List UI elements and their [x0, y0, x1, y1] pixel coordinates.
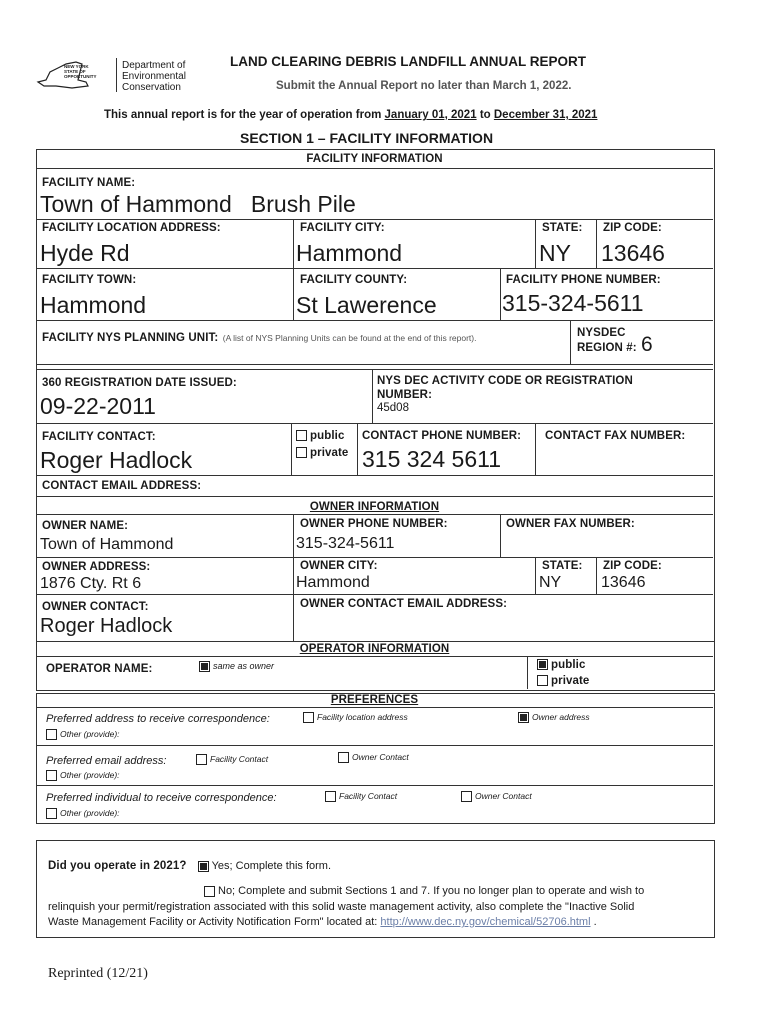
operator-band: OPERATOR INFORMATION [299, 643, 450, 655]
planning-unit-note: (A list of NYS Planning Units can be found at the end of this report). [222, 333, 477, 343]
reg-date-label: 360 REGISTRATION DATE ISSUED: [42, 377, 237, 389]
owner-address-value[interactable]: 1876 Cty. Rt 6 [40, 575, 142, 592]
pref-email-other-option[interactable]: Other (provide): [46, 770, 120, 781]
reg-date-value[interactable]: 09-22-2011 [40, 393, 156, 419]
pref-address-facility-option[interactable]: Facility location address [303, 712, 408, 723]
facility-location-label: FACILITY LOCATION ADDRESS: [42, 222, 221, 234]
pref-address-owner-option[interactable]: Owner address [518, 712, 590, 723]
pref-address-other-option[interactable]: Other (provide): [46, 729, 120, 740]
owner-city-value[interactable]: Hammond [296, 574, 370, 591]
pref-address-other-checkbox[interactable] [46, 729, 57, 740]
activity-code-label: NYS DEC ACTIVITY CODE OR REGISTRATION NUMBER: [377, 375, 633, 401]
facility-town-label: FACILITY TOWN: [42, 274, 137, 286]
pref-email-facility-checkbox[interactable] [196, 754, 207, 765]
planning-unit-label: FACILITY NYS PLANNING UNIT: [42, 332, 219, 344]
pref-individual-owner-checkbox[interactable] [461, 791, 472, 802]
operate-no-text-3-row: Waste Management Facility or Activity Notification Form" located at: http://www.dec.ny.gov/chemical/52706.html . [48, 916, 597, 928]
owner-state-value[interactable]: NY [539, 574, 562, 591]
facility-town-value[interactable]: Hammond [40, 292, 147, 318]
facility-contact-value[interactable]: Roger Hadlock [40, 447, 193, 473]
pref-email-other-checkbox[interactable] [46, 770, 57, 781]
facility-contact-label: FACILITY CONTACT: [42, 431, 156, 443]
owner-phone-label: OWNER PHONE NUMBER: [300, 518, 448, 530]
private-checkbox[interactable] [296, 447, 307, 458]
pref-email-owner-checkbox[interactable] [338, 752, 349, 763]
facility-location-value[interactable]: Hyde Rd [40, 240, 130, 266]
pref-individual-owner-option[interactable]: Owner Contact [461, 791, 532, 802]
facility-band: FACILITY INFORMATION [306, 153, 443, 165]
same-as-owner-checkbox[interactable] [199, 661, 210, 672]
operate-question: Did you operate in 2021? [48, 860, 187, 872]
preferences-band: PREFERENCES [330, 694, 419, 706]
operate-no-text-2: relinquish your permit/registration associated with this solid waste management activity, also complete the "Inactive Solid [48, 901, 635, 913]
pref-email-owner-option[interactable]: Owner Contact [338, 752, 409, 763]
facility-phone-label: FACILITY PHONE NUMBER: [506, 274, 661, 286]
owner-city-label: OWNER CITY: [300, 560, 378, 572]
region-label: NYSDEC REGION #: [577, 327, 637, 354]
owner-state-label: STATE: [542, 560, 583, 572]
contact-private-option[interactable]: private [296, 447, 348, 459]
pref-address-owner-checkbox[interactable] [518, 712, 529, 723]
owner-fax-label: OWNER FAX NUMBER: [506, 518, 635, 530]
pref-address-facility-checkbox[interactable] [303, 712, 314, 723]
pref-address-question: Preferred address to receive correspondence: [46, 713, 270, 725]
reprinted-note: Reprinted (12/21) [48, 966, 148, 981]
operator-name-label: OPERATOR NAME: [46, 663, 153, 675]
pref-individual-other-checkbox[interactable] [46, 808, 57, 819]
facility-county-label: FACILITY COUNTY: [300, 274, 408, 286]
same-as-owner-option[interactable]: same as owner [199, 661, 274, 672]
operator-public-option[interactable]: public [537, 659, 585, 671]
owner-contact-label: OWNER CONTACT: [42, 601, 149, 613]
report-subtitle: Submit the Annual Report no later than March 1, 2022. [276, 80, 572, 92]
operator-private-option[interactable]: private [537, 675, 589, 687]
pref-email-question: Preferred email address: [46, 755, 167, 767]
pref-individual-other-option[interactable]: Other (provide): [46, 808, 120, 819]
facility-state-value[interactable]: NY [539, 240, 571, 266]
owner-phone-value[interactable]: 315-324-5611 [296, 535, 395, 552]
contact-phone-value[interactable]: 315 324 5611 [362, 446, 501, 472]
owner-band: OWNER INFORMATION [309, 501, 440, 513]
contact-email-label: CONTACT EMAIL ADDRESS: [42, 480, 202, 492]
owner-contact-value[interactable]: Roger Hadlock [40, 615, 173, 637]
operate-yes-checkbox[interactable] [198, 861, 209, 872]
facility-name-label: FACILITY NAME: [42, 177, 136, 189]
contact-public-option[interactable]: public [296, 430, 344, 442]
facility-county-value[interactable]: St Lawerence [296, 292, 437, 318]
operator-private-checkbox[interactable] [537, 675, 548, 686]
operate-question-row [48, 860, 331, 872]
operate-yes-option[interactable]: Yes; Complete this form. [198, 860, 331, 872]
facility-name-value[interactable]: Town of Hammond Brush Pile [40, 191, 356, 217]
pref-individual-facility-checkbox[interactable] [325, 791, 336, 802]
owner-zip-label: ZIP CODE: [603, 560, 662, 572]
facility-zip-value[interactable]: 13646 [601, 240, 665, 266]
agency-name: Department of Environmental Conservation [122, 60, 186, 93]
section-title: SECTION 1 – FACILITY INFORMATION [240, 130, 494, 146]
operate-no-checkbox[interactable] [204, 886, 215, 897]
operator-public-checkbox[interactable] [537, 659, 548, 670]
year-line: This annual report is for the year of operation from January 01, 2021 to December 31, 2021 [104, 109, 598, 121]
public-checkbox[interactable] [296, 430, 307, 441]
contact-phone-label: CONTACT PHONE NUMBER: [362, 430, 522, 442]
owner-zip-value[interactable]: 13646 [601, 574, 646, 591]
facility-city-value[interactable]: Hammond [296, 240, 403, 266]
facility-state-label: STATE: [542, 222, 583, 234]
report-title: LAND CLEARING DEBRIS LANDFILL ANNUAL REPORT [230, 54, 586, 69]
planning-unit-row [42, 328, 476, 346]
owner-address-label: OWNER ADDRESS: [42, 561, 151, 573]
pref-individual-question: Preferred individual to receive correspondence: [46, 792, 277, 804]
region-value[interactable]: 6 [641, 333, 653, 356]
contact-fax-label: CONTACT FAX NUMBER: [545, 430, 686, 442]
owner-name-value[interactable]: Town of Hammond [40, 536, 174, 553]
facility-zip-label: ZIP CODE: [603, 222, 662, 234]
nys-logo [36, 58, 122, 90]
inactive-form-link[interactable]: http://www.dec.ny.gov/chemical/52706.html [380, 916, 591, 928]
owner-name-label: OWNER NAME: [42, 520, 129, 532]
operate-no-option[interactable]: No; Complete and submit Sections 1 and 7. If you no longer plan to operate and wish to [204, 885, 644, 897]
facility-city-label: FACILITY CITY: [300, 222, 385, 234]
activity-code-value[interactable]: 45d08 [377, 402, 409, 414]
owner-email-label: OWNER CONTACT EMAIL ADDRESS: [300, 598, 508, 610]
pref-email-facility-option[interactable]: Facility Contact [196, 754, 268, 765]
logo-text: NEW YORK STATE OF OPPORTUNITY [64, 64, 97, 79]
pref-individual-facility-option[interactable]: Facility Contact [325, 791, 397, 802]
facility-phone-value[interactable]: 315-324-5611 [502, 290, 644, 316]
